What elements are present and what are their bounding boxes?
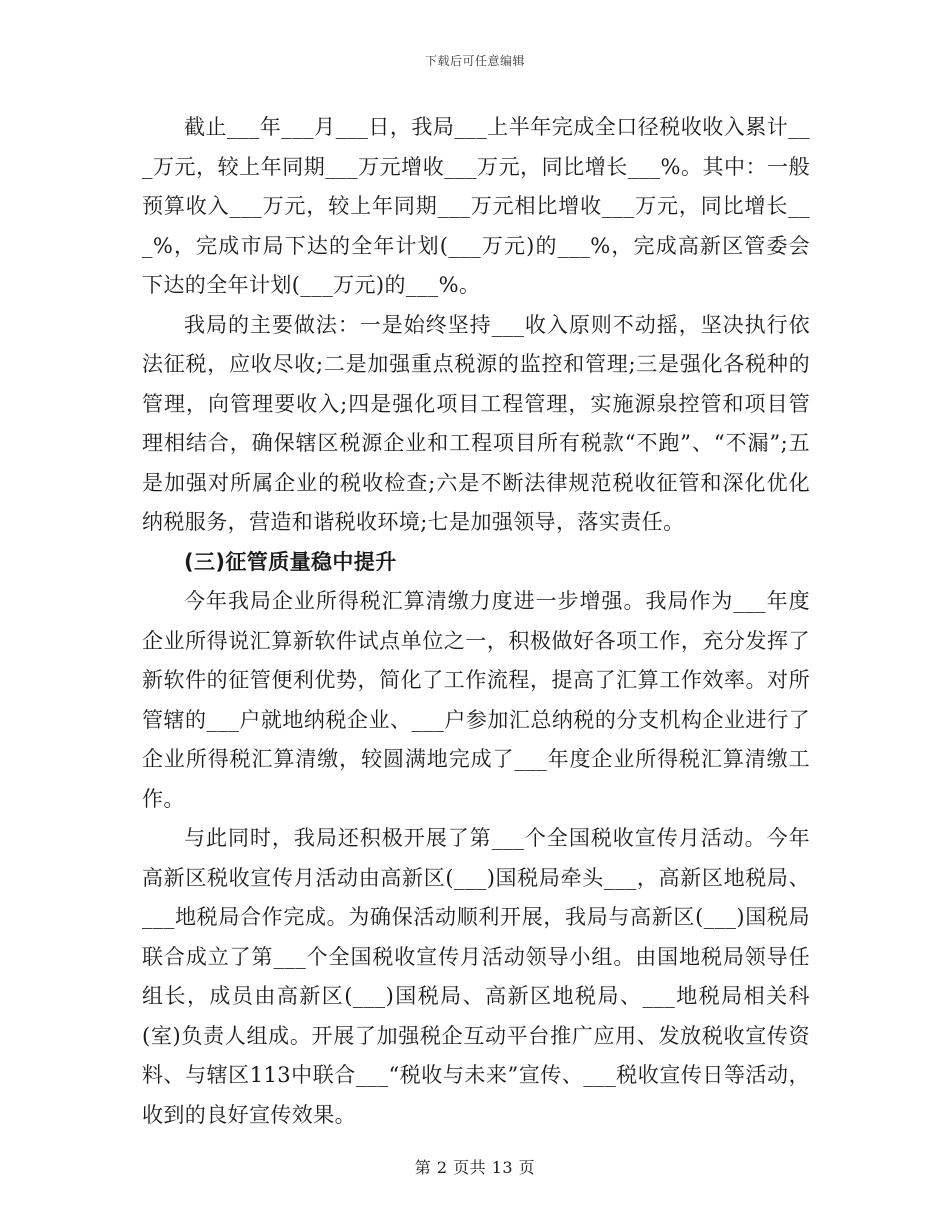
paragraph-income-tax: 今年我局企业所得税汇算清缴力度进一步增强。我局作为___年度企业所得说汇算新软件试点单位之一，积极做好各项工作，充分发挥了新软件的征管便利优势，简化了工作流程，提高了汇算工作效率。对所管辖的___户就地纳税企业、___户参加汇总纳税的分支机构企业进行了企业所得税汇算清缴，较圆满地完成了___年度企业所得税汇算清缴工作。 [142, 589, 810, 811]
paragraph-revenue-summary: 截止___年___月___日，我局___上半年完成全口径税收收入累计___万元，较上年同期___万元增收___万元，同比增长___%。其中：一般预算收入___万元，较上年同期___万元相比增收___万元，同比增长___%，完成市局下达的全年计划(___万元)的___%，完成高新区管委会下达的全年计划(___万元)的___%。 [142, 115, 810, 297]
page-footer: 第 2 页共 13 页 [414, 1158, 536, 1177]
section-heading: (三)征管质量稳中提升 [184, 549, 397, 574]
document-body [142, 108, 810, 1135]
page-header: 下载后可任意编辑 [424, 54, 525, 68]
paragraph-tax-publicity: 与此同时，我局还积极开展了第___个全国税收宣传月活动。今年高新区税收宣传月活动由高新区(___)国税局牵头___，高新区地税局、___地税局合作完成。为确保活动顺利开展，我局与高新区(___)国税局联合成立了第___个全国税收宣传月活动领导小组。由国地税局领导任组长，成员由高新区(___)国税局、高新区地税局、___地税局相关科(室)负责人组成。开展了加强税企互动平台推广应用、发放税收宣传资料、与辖区113中联合___“税收与未来”宣传、___税收宣传日等活动，收到的良好宣传效果。 [142, 826, 810, 1127]
paragraph-main-measures: 我局的主要做法：一是始终坚持___收入原则不动摇，坚决执行依法征税，应收尽收;二是加强重点税源的监控和管理;三是强化各税种的管理，向管理要收入;四是强化项目工程管理，实施源泉控管和项目管理相结合，确保辖区税源企业和工程项目所有税款“不跑”、“不漏”;五是加强对所属企业的税收检查;六是不断法律规范税收征管和深化优化纳税服务，营造和谐税收环境;七是加强领导，落实责任。 [142, 312, 810, 534]
